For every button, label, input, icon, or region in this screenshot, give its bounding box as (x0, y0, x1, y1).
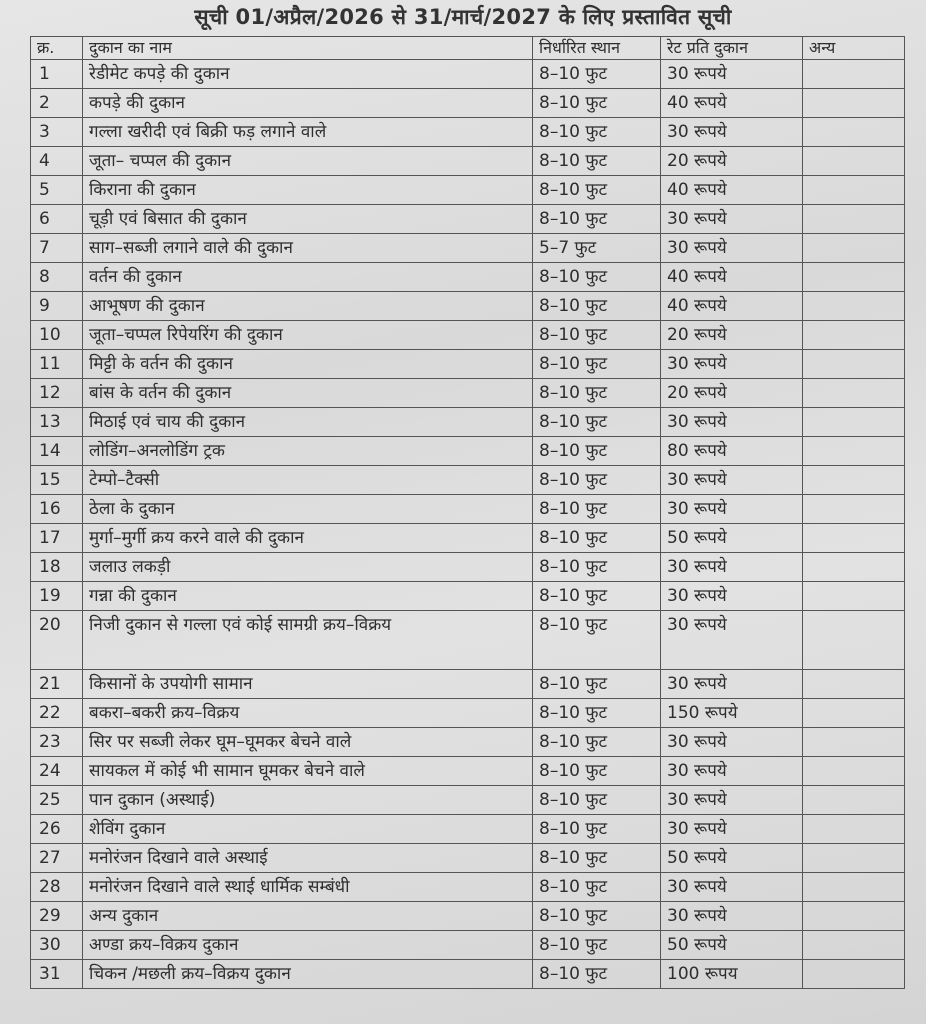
row-place: 8–10 फुट (533, 611, 661, 670)
table-row (31, 89, 905, 118)
row-shop-name: जलाउ लकड़ी (83, 553, 533, 582)
row-rate: 20 रूपये (661, 147, 803, 176)
row-sno: 12 (31, 379, 83, 408)
row-other (803, 89, 905, 118)
row-place: 8–10 फुट (533, 844, 661, 873)
table-row (31, 902, 905, 931)
row-rate: 30 रूपये (661, 786, 803, 815)
row-place: 8–10 फुट (533, 321, 661, 350)
table-row (31, 582, 905, 611)
row-place: 8–10 फुट (533, 670, 661, 699)
row-other (803, 699, 905, 728)
row-shop-name: ठेला के दुकान (83, 495, 533, 524)
row-shop-name: अण्डा क्रय–विक्रय दुकान (83, 931, 533, 960)
row-place: 8–10 फुट (533, 408, 661, 437)
row-other (803, 292, 905, 321)
row-place: 8–10 फुट (533, 350, 661, 379)
table-row (31, 670, 905, 699)
row-place: 8–10 फुट (533, 931, 661, 960)
row-shop-name: बांस के वर्तन की दुकान (83, 379, 533, 408)
row-sno: 26 (31, 815, 83, 844)
row-other (803, 60, 905, 89)
table-row (31, 408, 905, 437)
row-sno: 4 (31, 147, 83, 176)
row-shop-name: मुर्गा–मुर्गी क्रय करने वाले की दुकान (83, 524, 533, 553)
row-rate: 40 रूपये (661, 176, 803, 205)
row-sno: 7 (31, 234, 83, 263)
row-sno: 2 (31, 89, 83, 118)
table-row (31, 60, 905, 89)
row-sno: 13 (31, 408, 83, 437)
row-place: 8–10 फुट (533, 757, 661, 786)
row-place: 8–10 फुट (533, 582, 661, 611)
row-other (803, 931, 905, 960)
table-row (31, 437, 905, 466)
row-rate: 150 रूपये (661, 699, 803, 728)
row-place: 8–10 फुट (533, 379, 661, 408)
row-sno: 29 (31, 902, 83, 931)
row-shop-name: बकरा–बकरी क्रय–विक्रय (83, 699, 533, 728)
table-row (31, 147, 905, 176)
row-shop-name: मनोरंजन दिखाने वाले अस्थाई (83, 844, 533, 873)
row-other (803, 902, 905, 931)
row-place: 8–10 फुट (533, 176, 661, 205)
row-place: 8–10 फुट (533, 205, 661, 234)
row-rate: 30 रूपये (661, 757, 803, 786)
row-place: 8–10 फुट (533, 786, 661, 815)
row-rate: 20 रूपये (661, 321, 803, 350)
row-rate: 30 रूपये (661, 815, 803, 844)
row-rate: 30 रूपये (661, 873, 803, 902)
row-rate: 40 रूपये (661, 263, 803, 292)
row-sno: 11 (31, 350, 83, 379)
row-shop-name: कपड़े की दुकान (83, 89, 533, 118)
row-place: 8–10 फुट (533, 553, 661, 582)
table-row (31, 757, 905, 786)
row-sno: 19 (31, 582, 83, 611)
row-place: 8–10 फुट (533, 60, 661, 89)
row-sno: 16 (31, 495, 83, 524)
row-rate: 30 रूपये (661, 466, 803, 495)
row-other (803, 147, 905, 176)
row-sno: 31 (31, 960, 83, 989)
row-sno: 5 (31, 176, 83, 205)
row-other (803, 815, 905, 844)
header-shop-name: दुकान का नाम (83, 37, 533, 60)
row-other (803, 350, 905, 379)
header-rate: रेट प्रति दुकान (661, 37, 803, 60)
row-sno: 17 (31, 524, 83, 553)
table-row (31, 931, 905, 960)
row-sno: 24 (31, 757, 83, 786)
row-sno: 22 (31, 699, 83, 728)
row-other (803, 176, 905, 205)
row-shop-name: लोडिंग–अनलोडिंग ट्रक (83, 437, 533, 466)
row-place: 8–10 फुट (533, 437, 661, 466)
row-rate: 30 रूपये (661, 670, 803, 699)
row-sno: 27 (31, 844, 83, 873)
row-place: 8–10 फुट (533, 466, 661, 495)
table-row (31, 118, 905, 147)
row-other (803, 873, 905, 902)
row-rate: 30 रूपये (661, 350, 803, 379)
row-shop-name: चूड़ी एवं बिसात की दुकान (83, 205, 533, 234)
row-shop-name: आभूषण की दुकान (83, 292, 533, 321)
row-shop-name: चिकन /मछली क्रय–विक्रय दुकान (83, 960, 533, 989)
row-rate: 80 रूपये (661, 437, 803, 466)
table-row (31, 466, 905, 495)
row-shop-name: अन्य दुकान (83, 902, 533, 931)
row-other (803, 263, 905, 292)
row-sno: 3 (31, 118, 83, 147)
row-other (803, 611, 905, 670)
row-place: 8–10 फुट (533, 960, 661, 989)
row-other (803, 495, 905, 524)
row-place: 8–10 फुट (533, 699, 661, 728)
row-sno: 15 (31, 466, 83, 495)
table-row (31, 728, 905, 757)
row-place: 8–10 फुट (533, 728, 661, 757)
row-other (803, 205, 905, 234)
row-place: 8–10 फुट (533, 495, 661, 524)
row-other (803, 553, 905, 582)
row-place: 8–10 फुट (533, 902, 661, 931)
row-shop-name: पान दुकान (अस्थाई) (83, 786, 533, 815)
row-rate: 30 रूपये (661, 902, 803, 931)
row-place: 8–10 फुट (533, 873, 661, 902)
row-place: 8–10 फुट (533, 263, 661, 292)
shop-rate-table (30, 36, 905, 989)
row-other (803, 524, 905, 553)
row-other (803, 757, 905, 786)
row-other (803, 728, 905, 757)
row-shop-name: मिठाई एवं चाय की दुकान (83, 408, 533, 437)
row-place: 5–7 फुट (533, 234, 661, 263)
row-rate: 30 रूपये (661, 582, 803, 611)
row-sno: 23 (31, 728, 83, 757)
table-row (31, 350, 905, 379)
row-rate: 40 रूपये (661, 89, 803, 118)
row-place: 8–10 फुट (533, 292, 661, 321)
row-rate: 30 रूपये (661, 553, 803, 582)
row-sno: 28 (31, 873, 83, 902)
row-shop-name: मनोरंजन दिखाने वाले स्थाई धार्मिक सम्बंधी (83, 873, 533, 902)
table-row (31, 205, 905, 234)
row-other (803, 844, 905, 873)
row-other (803, 670, 905, 699)
row-rate: 30 रूपये (661, 495, 803, 524)
table-body (31, 60, 905, 989)
row-rate: 30 रूपये (661, 408, 803, 437)
row-shop-name: साग–सब्जी लगाने वाले की दुकान (83, 234, 533, 263)
row-other (803, 379, 905, 408)
table-row (31, 844, 905, 873)
table-row (31, 379, 905, 408)
table-row (31, 873, 905, 902)
row-sno: 18 (31, 553, 83, 582)
row-shop-name: जूता–चप्पल रिपेयरिंग की दुकान (83, 321, 533, 350)
table-header-row (31, 37, 905, 60)
row-other (803, 408, 905, 437)
table-row (31, 176, 905, 205)
row-shop-name: टेम्पो–टैक्सी (83, 466, 533, 495)
row-rate: 100 रूपय (661, 960, 803, 989)
row-sno: 9 (31, 292, 83, 321)
row-shop-name: निजी दुकान से गल्ला एवं कोई सामग्री क्रय–विक्रय (83, 611, 533, 670)
row-shop-name: रेडीमेट कपड़े की दुकान (83, 60, 533, 89)
row-shop-name: गन्ना की दुकान (83, 582, 533, 611)
row-sno: 20 (31, 611, 83, 670)
row-shop-name: मिट्टी के वर्तन की दुकान (83, 350, 533, 379)
row-shop-name: किसानों के उपयोगी सामान (83, 670, 533, 699)
row-rate: 30 रूपये (661, 611, 803, 670)
row-sno: 25 (31, 786, 83, 815)
row-shop-name: जूता– चप्पल की दुकान (83, 147, 533, 176)
table-row (31, 524, 905, 553)
row-shop-name: सिर पर सब्जी लेकर घूम–घूमकर बेचने वाले (83, 728, 533, 757)
table-row (31, 699, 905, 728)
table-row (31, 321, 905, 350)
row-place: 8–10 फुट (533, 815, 661, 844)
row-rate: 30 रूपये (661, 60, 803, 89)
table-row (31, 960, 905, 989)
document-title: सूची 01/अप्रैल/2026 से 31/मार्च/2027 के लिए प्रस्तावित सूची (194, 5, 732, 29)
header-other: अन्य (803, 37, 905, 60)
row-place: 8–10 फुट (533, 524, 661, 553)
row-rate: 50 रूपये (661, 931, 803, 960)
row-other (803, 786, 905, 815)
row-other (803, 118, 905, 147)
row-rate: 30 रूपये (661, 205, 803, 234)
row-rate: 30 रूपये (661, 728, 803, 757)
row-sno: 14 (31, 437, 83, 466)
row-shop-name: किराना की दुकान (83, 176, 533, 205)
row-shop-name: शेविंग दुकान (83, 815, 533, 844)
row-other (803, 437, 905, 466)
row-other (803, 234, 905, 263)
row-other (803, 466, 905, 495)
row-sno: 1 (31, 60, 83, 89)
row-place: 8–10 फुट (533, 89, 661, 118)
table-row (31, 815, 905, 844)
row-sno: 6 (31, 205, 83, 234)
row-rate: 40 रूपये (661, 292, 803, 321)
table-row (31, 234, 905, 263)
row-shop-name: सायकल में कोई भी सामान घूमकर बेचने वाले (83, 757, 533, 786)
row-place: 8–10 फुट (533, 147, 661, 176)
table-row (31, 495, 905, 524)
header-place: निर्धारित स्थान (533, 37, 661, 60)
row-sno: 21 (31, 670, 83, 699)
row-rate: 20 रूपये (661, 379, 803, 408)
row-shop-name: वर्तन की दुकान (83, 263, 533, 292)
row-place: 8–10 फुट (533, 118, 661, 147)
row-other (803, 321, 905, 350)
row-sno: 30 (31, 931, 83, 960)
row-shop-name: गल्ला खरीदी एवं बिक्री फड़ लगाने वाले (83, 118, 533, 147)
table-row (31, 611, 905, 670)
row-rate: 50 रूपये (661, 524, 803, 553)
row-rate: 50 रूपये (661, 844, 803, 873)
row-other (803, 960, 905, 989)
table-row (31, 553, 905, 582)
row-rate: 30 रूपये (661, 234, 803, 263)
table-row (31, 292, 905, 321)
header-sno: क्र. (31, 37, 83, 60)
row-other (803, 582, 905, 611)
row-sno: 8 (31, 263, 83, 292)
row-rate: 30 रूपये (661, 118, 803, 147)
row-sno: 10 (31, 321, 83, 350)
table-row (31, 786, 905, 815)
table-row (31, 263, 905, 292)
